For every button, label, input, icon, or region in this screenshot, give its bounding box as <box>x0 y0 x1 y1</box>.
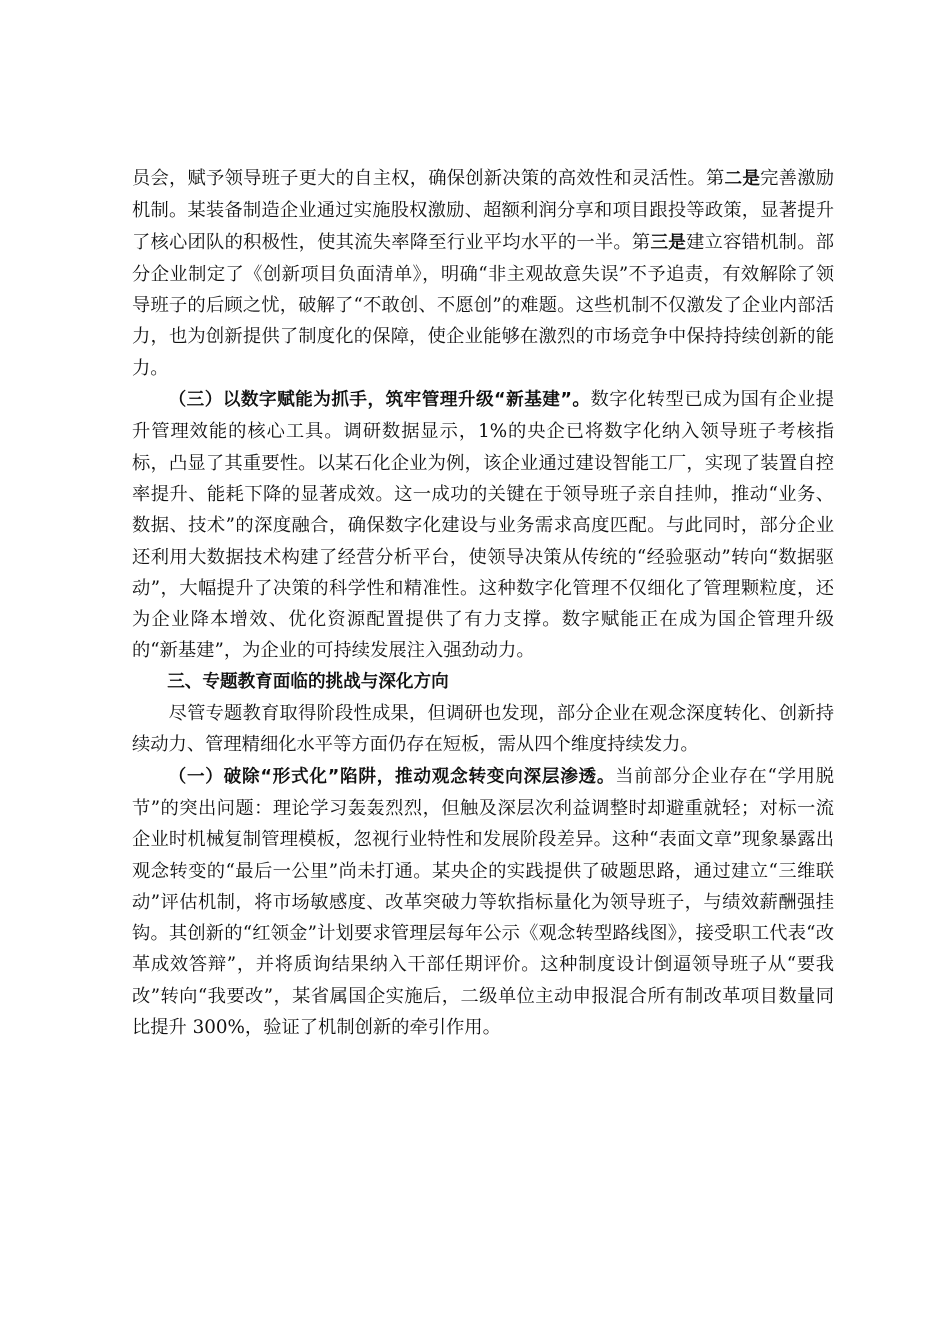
paragraph-incentive-mechanisms <box>132 163 834 384</box>
paragraph-text: 当前部分企业存在“学用脱节”的突出问题：理论学习轰轰烈烈，但触及深层次利益调整时却避重就轻；对标一流企业时机械复制管理模板，忽视行业特性和发展阶段差异。这种“表面文章”现象暴露出观念转变的“最后一公里”尚未打通。某央企的实践提供了破题思路，通过建立“三维联动”评估机制，将市场敏感度、改革突破力等软指标量化为领导班子，与绩效薪酬强挂钩。其创新的“红领金”计划要求管理层每年公示《观念转型路线图》，接受职工代表“改革成效答辩”，并将质询结果纳入干部任期评价。这种制度设计倒逼领导班子从“要我改”转向“我要改”，某省属国企实施后，二级单位主动申报混合所有制改革项目数量同比提升 300%，验证了机制创新的牵引作用。 <box>132 765 834 1039</box>
bold-marker-second: 二是 <box>724 169 761 189</box>
paragraph-digital-empowerment <box>132 384 834 667</box>
paragraph-text: 数字化转型已成为国有企业提升管理效能的核心工具。调研数据显示，1%的央企已将数字化纳入领导班子考核指标，凸显了其重要性。以某石化企业为例，该企业通过建设智能工厂，实现了装置自控率提升、能耗下降的显著成效。这一成功的关键在于领导班子亲自挂帅，推动“业务、数据、技术”的深度融合，确保数字化建设与业务需求高度匹配。与此同时，部分企业还利用大数据技术构建了经营分析平台，使领导决策从传统的“经验驱动”转向“数据驱动”，大幅提升了决策的科学性和精准性。这种数字化管理不仅细化了管理颗粒度，还为企业降本增效、优化资源配置提供了有力支撑。数字赋能正在成为国企管理升级的“新基建”，为企业的可持续发展注入强劲动力。 <box>132 389 834 662</box>
paragraph-text: 员会，赋予领导班子更大的自主权，确保创新决策的高效性和灵活性。第 <box>132 168 725 189</box>
bold-marker-third: 三是 <box>650 232 687 253</box>
paragraph-text: 完善激励机制。某装备制造企业通过实施股权激励、超额利润分享和项目跟投等政策，显著提升了核心团队的积极性，使其流失率降至行业平均水平的一半。第 <box>132 168 834 253</box>
section-lead-heading: （三）以数字赋能为抓手，筑牢管理升级“新基建”。 <box>168 390 591 411</box>
paragraph-challenges-intro: 尽管专题教育取得阶段性成果，但调研也发现，部分企业在观念深度转化、创新持续动力、管理精细化水平等方面仍存在短板，需从四个维度持续发力。 <box>132 703 834 756</box>
section-heading: 三、专题教育面临的挑战与深化方向 <box>167 671 449 692</box>
paragraph-text: 建立容错机制。部分企业制定了《创新项目负面清单》，明确“非主观故意失误”不予追责，有效解除了领导班子的后顾之忧，破解了“不敢创、不愿创”的难题。这些机制不仅激发了企业内部活力，也为创新提供了制度化的保障，使企业能够在激烈的市场竞争中保持持续创新的能力。 <box>132 231 834 379</box>
section-lead-heading: （一）破除“形式化”陷阱，推动观念转变向深层渗透。 <box>168 766 616 787</box>
document-page <box>132 163 834 1043</box>
paragraph-formalism-trap <box>132 761 834 1044</box>
